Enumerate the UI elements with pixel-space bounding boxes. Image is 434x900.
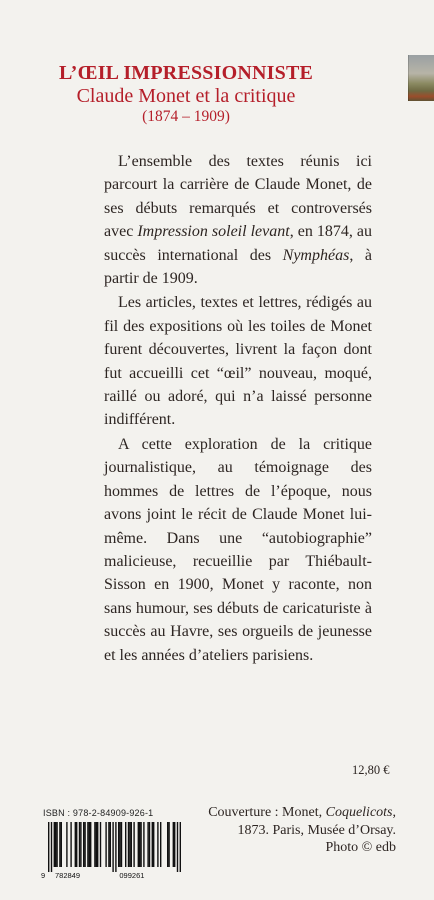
barcode-bar: [140, 822, 141, 867]
barcode-bar: [125, 822, 126, 867]
price-label: 12,80 €: [352, 763, 390, 777]
text-run: , à partir de 1909.: [104, 246, 372, 288]
barcode-digit-lead: 9: [41, 871, 46, 880]
barcode-bar: [139, 822, 140, 867]
barcode-bar: [100, 822, 101, 867]
title-block: [0, 62, 372, 126]
barcode-bar: [177, 822, 178, 872]
barcode-bar: [55, 822, 56, 867]
barcode-bar: [157, 822, 158, 867]
barcode-bar: [168, 822, 169, 867]
barcode: [39, 822, 189, 880]
barcode-bar: [105, 822, 106, 867]
barcode-bar: [90, 822, 91, 867]
blurb-paragraph: [104, 291, 372, 431]
barcode-bar: [108, 822, 109, 867]
barcode-bar: [61, 822, 62, 867]
text-run: L’ensemble des textes réunis ici parcourt la carrière de Claude Monet, de ses débuts remarqués et controversés avec: [104, 153, 372, 241]
barcode-bar: [56, 822, 57, 867]
barcode-bar: [76, 822, 77, 867]
barcode-bar: [54, 822, 55, 867]
credits-line-1: Couverture : Monet, Coquelicots,: [208, 805, 396, 820]
italic-title: Impression soleil levant: [137, 223, 290, 241]
barcode-bar: [119, 822, 120, 867]
barcode-bar: [121, 822, 122, 867]
barcode-bar: [174, 822, 175, 867]
barcode-bar: [51, 822, 52, 872]
barcode-bar: [118, 822, 119, 867]
barcode-bar: [83, 822, 84, 867]
cover-painting-thumbnail: [408, 55, 434, 101]
barcode-bar: [89, 822, 90, 867]
barcode-bar: [167, 822, 168, 867]
barcode-bar: [70, 822, 71, 867]
barcode-bar: [112, 822, 113, 872]
barcode-bar: [80, 822, 81, 867]
barcode-digits-right: 099261: [119, 871, 145, 880]
text-run: , en 1874, au succès international des: [104, 223, 372, 264]
barcode-bar: [138, 822, 139, 867]
credits-line-3: Photo © edb: [325, 840, 396, 855]
barcode-bar: [147, 822, 148, 867]
barcode-bar: [48, 822, 49, 872]
barcode-bar: [66, 822, 67, 867]
text-run: A cette exploration de la critique journalistique, au témoignage des hommes de lettres de l’époque, nous avons joint le récit de Claude Monet lui-même. Dans une “autobiographie” malicieuse, recueillie par Thiébault-Sisson en 1900, Monet y raconte, non sans humour, ses débuts de caricaturiste à succès au Havre, ses orgueils de jeunesse et les années d’ateliers parisiens.: [104, 435, 372, 664]
italic-title: Nymphéas: [282, 246, 350, 264]
barcode-bar: [97, 822, 98, 867]
barcode-bar: [180, 822, 181, 872]
book-title: L’ŒIL IMPRESSIONNISTE: [58, 62, 314, 84]
book-dates: (1874 – 1909): [142, 108, 230, 125]
back-cover-blurb: [104, 150, 372, 667]
barcode-bar: [143, 822, 144, 867]
barcode-bar: [75, 822, 76, 867]
cover-credits: [200, 804, 396, 857]
barcode-bar: [129, 822, 130, 867]
barcode-bar: [115, 822, 116, 872]
blurb-paragraph: [104, 150, 372, 290]
barcode-bar: [87, 822, 88, 867]
barcode-bar: [110, 822, 111, 867]
barcode-bar: [173, 822, 174, 867]
credits-line-2: 1873. Paris, Musée d’Orsay.: [237, 822, 396, 838]
barcode-bar: [84, 822, 85, 867]
barcode-bar: [128, 822, 129, 867]
barcode-bar: [59, 822, 60, 867]
barcode-bar: [131, 822, 132, 867]
barcode-digits-left: 782849: [55, 871, 81, 880]
barcode-bar: [160, 822, 161, 867]
barcode-bar: [133, 822, 134, 867]
text-run: Les articles, textes et lettres, rédigés au fil des expositions où les toiles de Monet furent découvertes, livrent la façon dont fut accueilli cet “œil” nouveau, moqué, raillé ou adoré, qui n’a laissé personne indifférent.: [104, 294, 372, 429]
barcode-bar: [96, 822, 97, 867]
barcode-bar: [152, 822, 153, 867]
barcode-bar: [79, 822, 80, 867]
barcode-bar: [153, 822, 154, 867]
barcode-bar: [149, 822, 150, 867]
blurb-paragraph: [104, 433, 372, 667]
book-subtitle: Claude Monet et la critique: [76, 85, 296, 107]
isbn-label: ISBN : 978-2-84909-926-1: [43, 808, 154, 818]
barcode-bar: [94, 822, 95, 867]
